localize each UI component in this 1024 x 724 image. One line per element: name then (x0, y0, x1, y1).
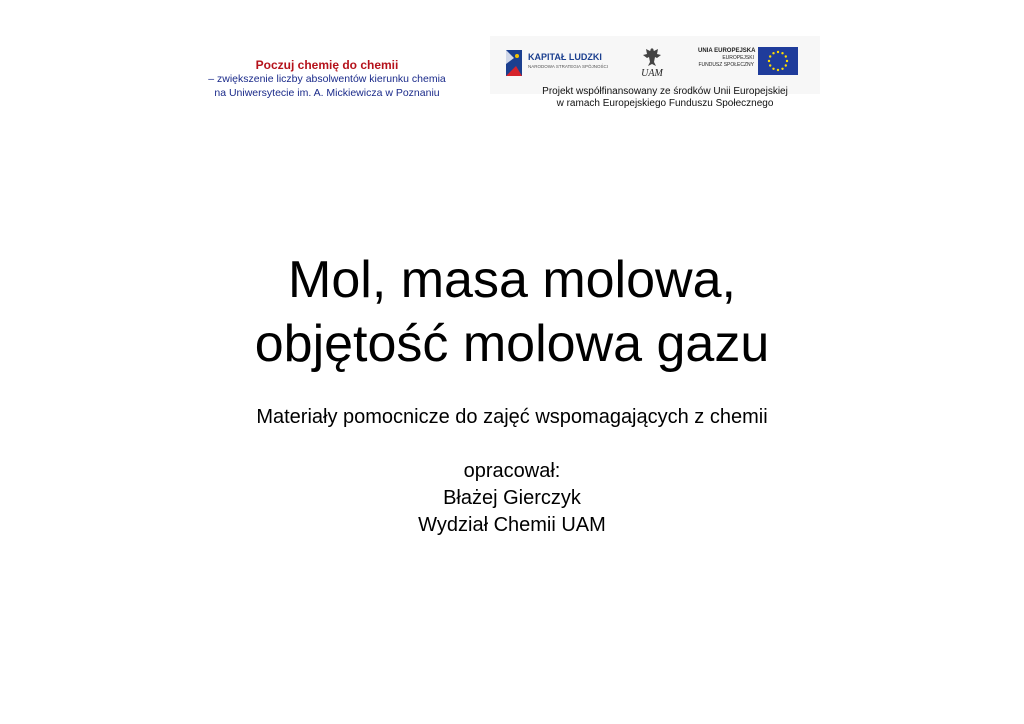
kapital-ludzki-subtitle: NARODOWA STRATEGIA SPÓJNOŚCI (528, 64, 609, 69)
slide-title (0, 248, 1024, 376)
slide-subtitle: Materiały pomocnicze do zajęć wspomagających z chemii (256, 406, 768, 428)
cofinance-line1: Projekt współfinansowany ze środków Unii Europejskiej (542, 86, 788, 97)
author-name: Błażej Gierczyk (443, 487, 581, 509)
author-affiliation: Wydział Chemii UAM (418, 514, 606, 536)
project-subtitle-line2: na Uniwersytecie im. A. Mickiewicza w Poznaniu (214, 87, 440, 99)
kapital-ludzki-title: KAPITAŁ LUDZKI (528, 52, 602, 62)
author-label: opracował: (463, 460, 561, 482)
unia-europejska-line2: FUNDUSZ SPOŁECZNY (698, 62, 754, 68)
author-block (0, 458, 1024, 539)
uam-logo (640, 46, 664, 84)
unia-europejska-text (698, 48, 754, 69)
eu-flag-icon (758, 47, 798, 75)
eagle-emblem-icon (642, 46, 662, 68)
cofinance-note (520, 86, 810, 110)
project-title: Poczuj chemię do chemii (255, 58, 399, 72)
unia-europejska-title: UNIA EUROPEJSKA (698, 48, 756, 54)
kapital-ludzki-logo (504, 46, 614, 80)
project-subtitle-line1: – zwiększenie liczby absolwentów kierunku chemia (208, 73, 446, 85)
cofinance-line2: w ramach Europejskiego Funduszu Społecznego (556, 98, 774, 109)
kapital-ludzki-mark-icon (504, 46, 524, 80)
uam-logo-text: UAM (641, 68, 663, 79)
slide-title-line1: Mol, masa molowa, (288, 251, 736, 309)
project-header (196, 58, 458, 100)
unia-europejska-line1: EUROPEJSKI (722, 55, 754, 61)
slide-title-line2: objętość molowa gazu (254, 315, 770, 373)
